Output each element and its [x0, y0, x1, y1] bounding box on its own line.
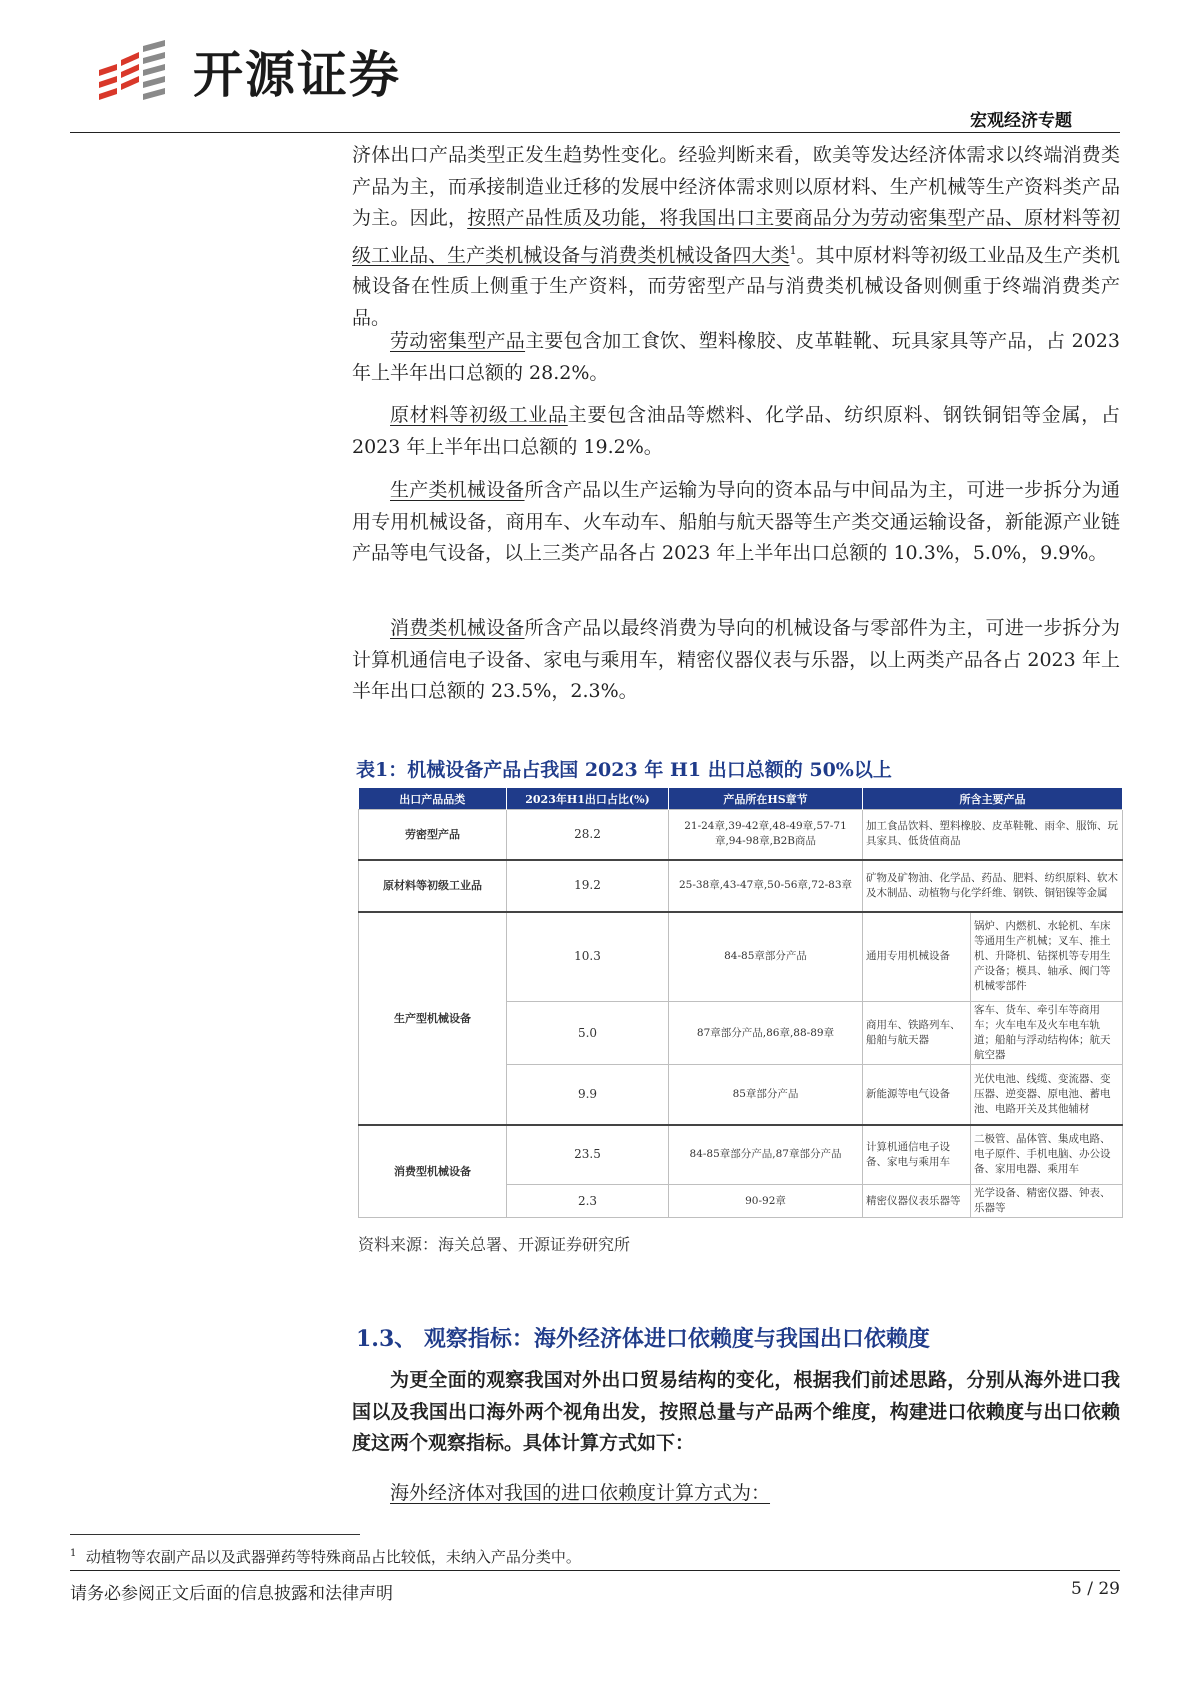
- products-cell: 二极管、晶体管、集成电路、电子原件、手机电脑、办公设备、家用电器、乘用车: [971, 1125, 1123, 1185]
- table-title: 表1：机械设备产品占我国 2023 年 H1 出口总额的 50%以上: [356, 759, 892, 781]
- subcategory-cell: 精密仪器仪表乐器等: [863, 1185, 971, 1218]
- share-cell: 23.5: [507, 1125, 669, 1185]
- share-cell: 28.2: [507, 810, 669, 860]
- footnote-divider: [70, 1534, 360, 1535]
- footnote-ref[interactable]: 1: [789, 243, 797, 257]
- hs-cell: 85章部分产品: [669, 1065, 863, 1125]
- company-logo-icon: [95, 40, 175, 110]
- products-cell: 光伏电池、线缆、变流器、变压器、逆变器、原电池、蓄电池、电路开关及其他辅材: [971, 1065, 1123, 1125]
- hs-cell: 90-92章: [669, 1185, 863, 1218]
- underlined-phrase: 生产类机械设备: [390, 479, 525, 501]
- share-cell: 9.9: [507, 1065, 669, 1125]
- underlined-phrase: 按照产品性质及功能，将我国出口主要商品分为劳动密集型产品、原材料等初级工业品、生产类机械设备与消费类机械设备四大类: [352, 207, 1120, 266]
- paragraph-text: 所含产品以最终消费为导向的机械设备与零部件为主，可进一步拆分为计算机通信电子设备、家电与乘用车，精密仪器仪表与乐器，以上两类产品各占 2023 年上半年出口总额的 23.5%，2.3%。: [352, 617, 1120, 702]
- paragraph-text: 主要包含加工食饮、塑料橡胶、皮革鞋靴、玩具家具等产品，占 2023 年上半年出口总额的 28.2%。: [352, 330, 1120, 384]
- category-cell: 劳密型产品: [359, 810, 507, 860]
- category-cell: 原材料等初级工业品: [359, 860, 507, 912]
- section-heading: 1.3、 观察指标：海外经济体进口依赖度与我国出口依赖度: [356, 1326, 930, 1352]
- products-cell: 加工食品饮料、塑料橡胶、皮革鞋靴、雨伞、服饰、玩具家具、低货值商品: [863, 810, 1123, 860]
- section-intro: 为更全面的观察我国对外出口贸易结构的变化，根据我们前述思路，分别从海外进口我国以及我国出口海外两个视角出发，按照总量与产品两个维度，构建进口依赖度与出口依赖度这两个观察指标。具体计算方式如下：: [352, 1369, 1120, 1454]
- category-cell: 消费型机械设备: [359, 1125, 507, 1218]
- hs-cell: 87章部分产品,86章,88-89章: [669, 1002, 863, 1065]
- products-cell: 矿物及矿物油、化学品、药品、肥料、纺织原料、软木及木制品、动植物与化学纤维、钢铁、铜铝镍等金属: [863, 860, 1123, 912]
- share-cell: 5.0: [507, 1002, 669, 1065]
- subcategory-cell: 通用专用机械设备: [863, 912, 971, 1002]
- table-source: 资料来源：海关总署、开源证券研究所: [358, 1235, 631, 1254]
- company-name: 开源证券: [193, 46, 401, 104]
- paragraph-3: [352, 400, 1120, 463]
- category-cell: 生产型机械设备: [359, 912, 507, 1125]
- paragraph-text: 所含产品以生产运输为导向的资本品与中间品为主，可进一步拆分为通用专用机械设备，商用车、火车动车、船舶与航天器等生产类交通运输设备，新能源产业链产品等电气设备，以上三类产品各占 2023 年上半年出口总额的 10.3%，5.0%，9.9%。: [352, 479, 1120, 564]
- table-row: [359, 860, 1123, 912]
- hs-cell: 84-85章部分产品: [669, 912, 863, 1002]
- footer-divider: [70, 1570, 1120, 1571]
- page-number: 5 / 29: [1071, 1579, 1120, 1599]
- subcategory-cell: 计算机通信电子设备、家电与乘用车: [863, 1125, 971, 1185]
- share-cell: 19.2: [507, 860, 669, 912]
- footnote-mark: 1: [70, 1548, 77, 1559]
- table-header-cell: 2023年H1出口占比(%): [507, 788, 669, 810]
- table-header-cell: 产品所在HS章节: [669, 788, 863, 810]
- subcategory-cell: 商用车、铁路列车、船舶与航天器: [863, 1002, 971, 1065]
- paragraph-4: [352, 475, 1120, 570]
- export-category-table: [358, 788, 1123, 1218]
- footer-disclaimer[interactable]: 请务必参阅正文后面的信息披露和法律声明: [70, 1584, 393, 1604]
- table-header-row: [359, 788, 1123, 810]
- products-cell: 客车、货车、牵引车等商用车；火车电车及火车电车轨道；船舶与浮动结构体；航天航空器: [971, 1002, 1123, 1065]
- table-row: [359, 1125, 1123, 1185]
- underlined-phrase: 消费类机械设备: [390, 617, 525, 639]
- products-cell: 光学设备、精密仪器、钟表、乐器等: [971, 1185, 1123, 1218]
- share-cell: 2.3: [507, 1185, 669, 1218]
- paragraph-text: 济体出口产品类型正发生趋势性变化。经验判断来看，欧美等发达经济体需求以终端消费类产品为主，而承接制造业迁移的发展中经济体需求则以原材料、生产机械等生产资料类产品为主。因此，: [352, 144, 1120, 229]
- header-divider: [70, 132, 1120, 133]
- underlined-phrase: 原材料等初级工业品: [390, 404, 568, 426]
- document-type: 宏观经济专题: [970, 111, 1072, 131]
- paragraph-2: [352, 326, 1120, 389]
- paragraph-text: 。其中原材料等初级工业品及生产类机械设备在性质上侧重于生产资料，而劳密型产品与消费类机械设备则侧重于终端消费类产品。: [352, 243, 1120, 329]
- paragraph-text: 主要包含油品等燃料、化学品、纺织原料、钢铁铜铝等金属，占 2023 年上半年出口总额的 19.2%。: [352, 404, 1120, 458]
- underlined-phrase: 劳动密集型产品: [390, 330, 526, 352]
- footnote-text: 动植物等农副产品以及武器弹药等特殊商品占比较低，未纳入产品分类中。: [85, 1548, 581, 1566]
- subcategory-cell: 新能源等电气设备: [863, 1065, 971, 1125]
- table-row: [359, 810, 1123, 860]
- share-cell: 10.3: [507, 912, 669, 1002]
- hs-cell: 21-24章,39-42章,48-49章,57-71章,94-98章,B2B商品: [669, 810, 863, 860]
- table-header-cell: 出口产品品类: [359, 788, 507, 810]
- hs-cell: 84-85章部分产品,87章部分产品: [669, 1125, 863, 1185]
- hs-cell: 25-38章,43-47章,50-56章,72-83章: [669, 860, 863, 912]
- products-cell: 锅炉、内燃机、水轮机、车床等通用生产机械；叉车、推土机、升降机、钻探机等专用生产设备；模具、轴承、阀门等机械零部件: [971, 912, 1123, 1002]
- footnote: [70, 1546, 581, 1567]
- underlined-phrase: 海外经济体对我国的进口依赖度计算方式为：: [390, 1482, 771, 1504]
- paragraph-1: [352, 140, 1120, 334]
- paragraph-5: [352, 613, 1120, 708]
- table-row: [359, 912, 1123, 1002]
- table-header-cell: 所含主要产品: [863, 788, 1123, 810]
- formula-lead: [352, 1478, 1120, 1510]
